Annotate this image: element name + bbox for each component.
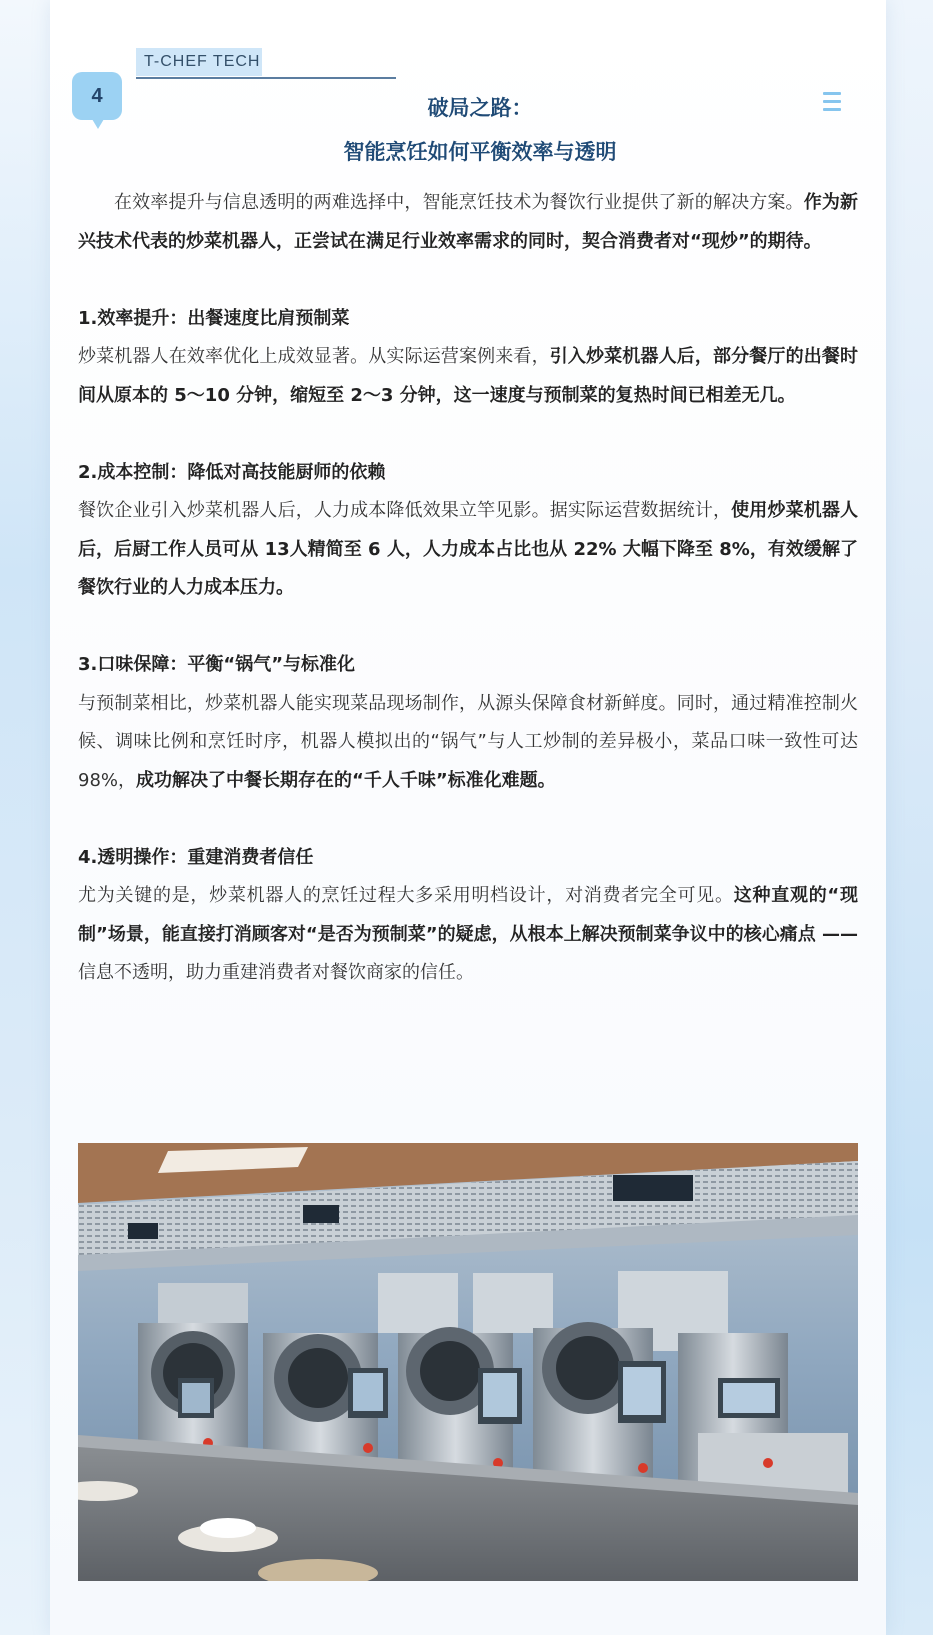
section-heading: 2.成本控制：降低对高技能厨师的依赖: [78, 461, 386, 483]
page-title-line1: 破局之路：: [427, 96, 533, 120]
section-paragraph: [78, 338, 858, 415]
intro-paragraph: [78, 184, 858, 261]
section-paragraph: [78, 877, 858, 993]
section-bold-text: 使用炒菜机器人后，后厨工作人员可从 13人精简至 6 人，人力成本占比也从 22% 大幅下降至 8%，有效缓解了餐饮行业的人力成本压力。: [78, 500, 858, 598]
section-bold-text: 引入炒菜机器人后，部分餐厅的出餐时间从原本的 5～10 分钟，缩短至 2～3 分钟，这一速度与预制菜的复热时间已相差无几。: [78, 346, 859, 406]
section-paragraph: [78, 685, 858, 801]
section-text: 尤为关键的是，炒菜机器人的烹饪过程大多采用明档设计，对消费者完全可见。: [78, 885, 734, 906]
section-text: 炒菜机器人在效率优化上成效显著。从实际运营案例来看，: [78, 346, 550, 367]
intro-text: 在效率提升与信息透明的两难选择中，智能烹饪技术为餐饮行业提供了新的解决方案。: [114, 192, 804, 213]
brand-label: T-CHEF TECH: [136, 48, 262, 76]
section-tail-text: 信息不透明，助力重建消费者对餐饮商家的信任。: [78, 962, 474, 983]
background-right-glow: [885, 0, 933, 1635]
section-heading: 3.口味保障：平衡“锅气”与标准化: [78, 654, 356, 675]
intro-bold-text: 作为新兴技术代表的炒菜机器人，正尝试在满足行业效率需求的同时，契合消费者对“现炒”的期待。: [78, 192, 859, 252]
kitchen-robots-photo: [78, 1143, 858, 1581]
brand-underline: [136, 77, 396, 79]
section-bold-text: 成功解决了中餐长期存在的“千人千味”标准化难题。: [136, 769, 556, 791]
section-heading: 1.效率提升：出餐速度比肩预制菜: [78, 307, 350, 329]
section-heading: 4.透明操作：重建消费者信任: [78, 846, 314, 868]
menu-icon[interactable]: [823, 92, 843, 112]
page-title: [260, 86, 700, 174]
section-paragraph: [78, 492, 858, 608]
section-number-badge: 4: [72, 72, 122, 120]
section-bold-text: 这种直观的“现制”场景，能直接打消顾客对“是否为预制菜”的疑虑，从根本上解决预制菜争议中的核心痛点 ——: [78, 885, 858, 945]
section-text: 餐饮企业引入炒菜机器人后，人力成本降低效果立竿见影。据实际运营数据统计，: [78, 500, 732, 521]
page-title-line2: 智能烹饪如何平衡效率与透明: [343, 140, 617, 164]
section-text: 与预制菜相比，炒菜机器人能实现菜品现场制作，从源头保障食材新鲜度。同时，通过精准控制火候、调味比例和烹饪时序，机器人模拟出的“锅气”与人工炒制的差异极小，菜品口味一致性可达 98%，: [78, 692, 858, 791]
background-left-glow: [0, 0, 52, 1635]
article-body: [78, 184, 858, 993]
